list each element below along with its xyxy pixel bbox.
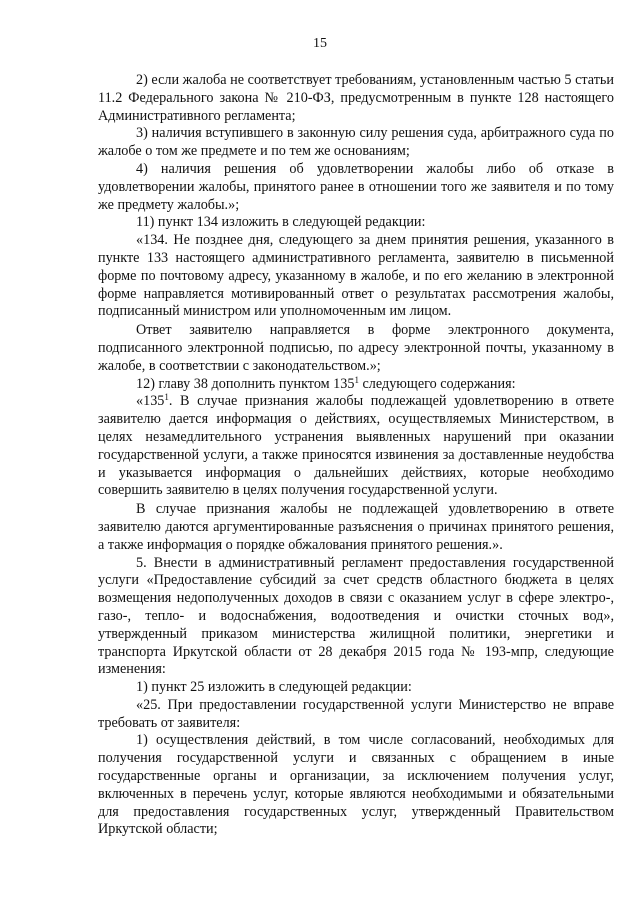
paragraph: 11) пункт 134 изложить в следующей редакции:	[136, 214, 426, 231]
paragraph: Ответ заявителю направляется в форме электронного документа, подписанного электронной подписью, по адресу электронной почты, указанному в жалобе, в соответствии с законодательством.»;	[98, 322, 614, 374]
superscript: 1	[354, 374, 359, 385]
paragraph-text: «135	[136, 393, 165, 410]
paragraph: «25. При предоставлении государственной услуги Министерство не вправе требовать от заявителя:	[98, 696, 614, 731]
paragraph: 4) наличия решения об удовлетворении жалобы либо об отказе в удовлетворении жалобы, принятого ранее в отношении того же заявителя и по тому же предмету жалобы.»;	[98, 160, 614, 213]
superscript: 1	[164, 392, 169, 403]
document-body	[98, 72, 614, 839]
paragraph: «134. Не позднее дня, следующего за днем принятия решения, указанного в пункте 133 настоящего административного регламента, заявителю в письменной форме по почтовому адресу, указанному в жалобе, и по его желанию в электронной форме направляется мотивированный ответ о результатах рассмотрения жалобы, подписанный министром или уполномоченным им лицом.	[98, 232, 614, 320]
paragraph-text: . В случае признания жалобы подлежащей удовлетворению в ответе заявителю дается информация о действиях, осуществляемых Министерством, в целях незамедлительного устранения выявленных нарушений при оказании государственной услуги, а также приносятся извинения за доставленные неудобства и указывается информация о дальнейших действиях, которые необходимо совершить заявителю в целях получения государственной услуги.	[98, 393, 614, 499]
paragraph: 3) наличия вступившего в законную силу решения суда, арбитражного суда по жалобе о том же предмете и по тем же основаниям;	[98, 125, 614, 160]
paragraph: 5. Внести в административный регламент предоставления государственной услуги «Предоставление субсидий за счет средств областного бюджета в целях возмещения недополученных доходов в связи с оказанием услуг в сфере электро-, газо-, тепло- и водоснабжения, водоотведения и очистки сточных вод», утвержденный приказом министерства жилищной политики, энергетики и транспорта Иркутской области от 28 декабря 2015 года № 193-мпр, следующие изменения:	[98, 554, 614, 678]
paragraph: 1) пункт 25 изложить в следующей редакции:	[136, 679, 412, 696]
paragraph: 1) осуществления действий, в том числе согласований, необходимых для получения государственной услуги и связанных с обращением в иные государственные органы и организации, за исключением получения услуг, включенных в перечень услуг, которые являются необходимыми и обязательными для предоставления государственных услуг, утвержденный Правительством Иркутской области;	[98, 732, 614, 838]
page-number: 15	[313, 36, 327, 51]
paragraph-text: 12) главу 38 дополнить пунктом 135	[136, 375, 355, 392]
paragraph-with-superscript	[98, 376, 614, 394]
paragraph-text: следующего содержания:	[358, 375, 516, 392]
paragraph: 2) если жалоба не соответствует требованиям, установленным частью 5 статьи 11.2 Федерального закона № 210-ФЗ, предусмотренным в пункте 128 настоящего Административного регламента;	[98, 72, 614, 124]
paragraph: В случае признания жалобы не подлежащей удовлетворению в ответе заявителю даются аргументированные разъяснения о причинах принятого решения, а также информация о порядке обжалования принятого решения.».	[98, 501, 614, 553]
paragraph-with-superscript	[98, 393, 614, 500]
